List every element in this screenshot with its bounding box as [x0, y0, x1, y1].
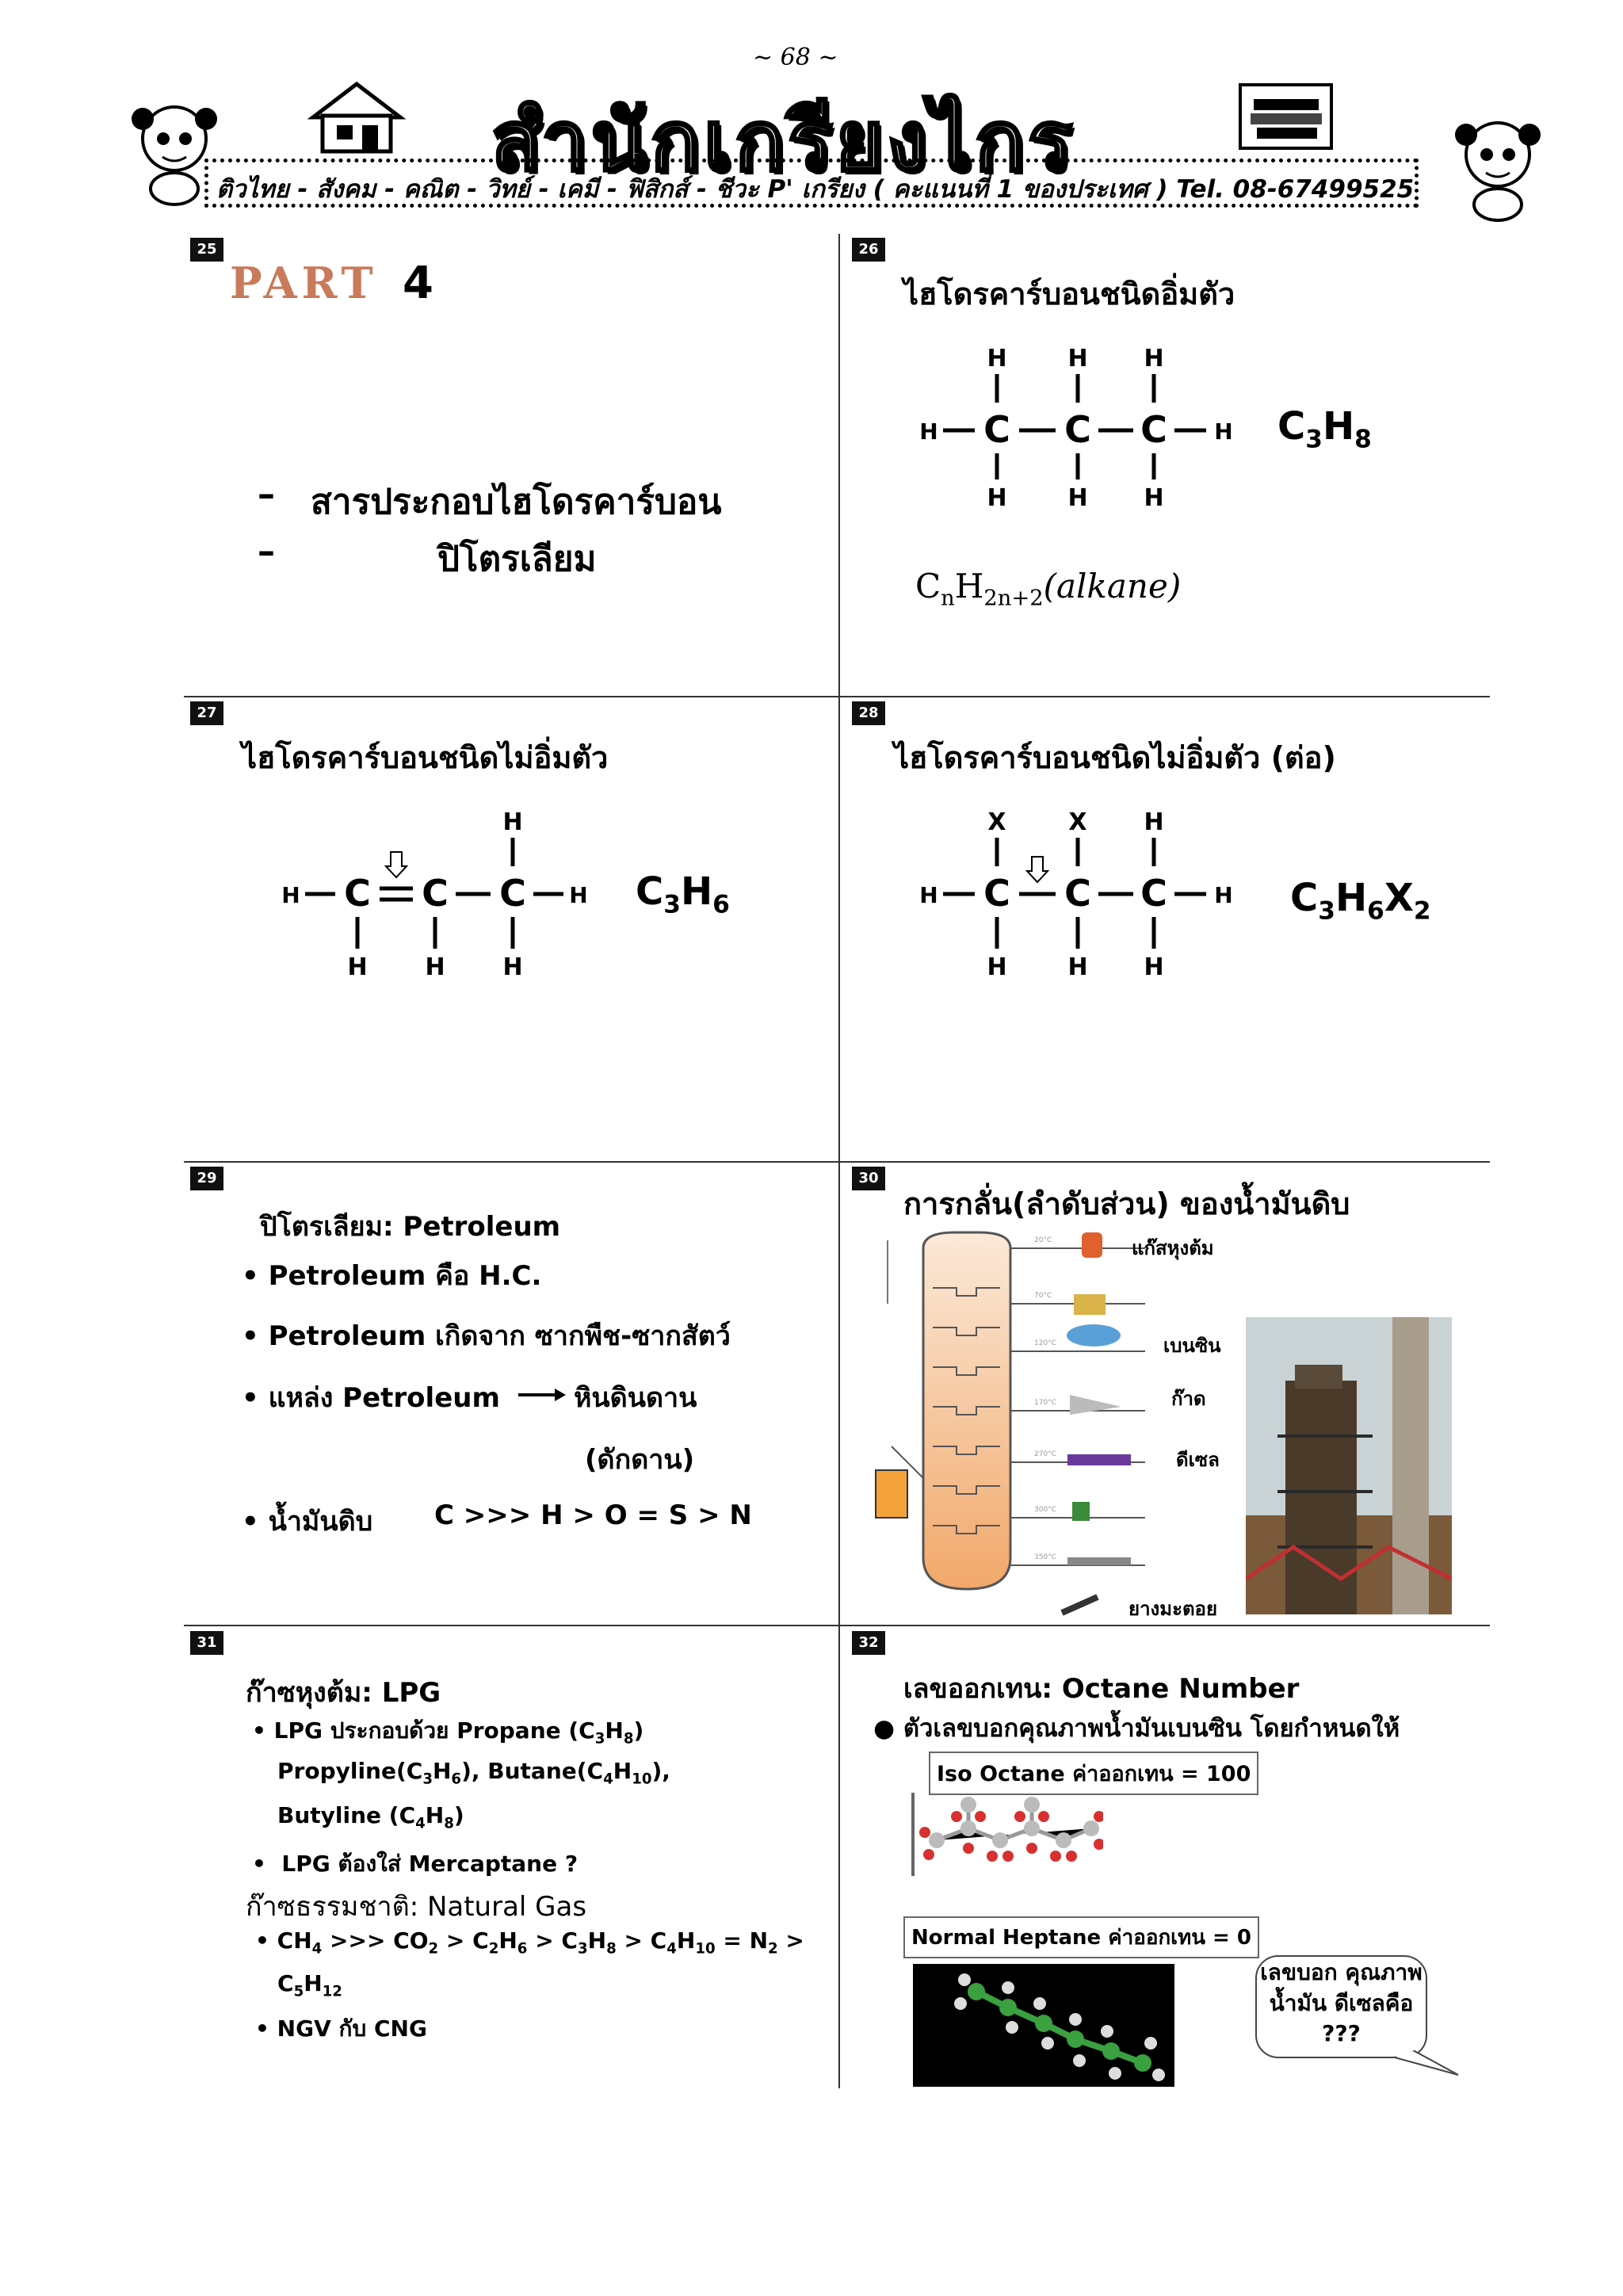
svg-text:20°C: 20°C [1034, 1236, 1052, 1244]
shale-text: หินดินดาน [574, 1382, 697, 1414]
grid-divider-row1 [184, 696, 1490, 697]
item-hydrocarbon: สารประกอบไฮโดรคาร์บอน [311, 482, 722, 522]
natural-gas-title: ก๊าซธรรมชาติ: Natural Gas [246, 1891, 587, 1923]
bullet-petroleum-source: • แหล่ง Petroleum [242, 1382, 500, 1414]
svg-text:H: H [347, 953, 368, 979]
label-lpg: แก๊สหุงต้ม [1132, 1237, 1214, 1259]
page-number: ~ 68 ~ [753, 44, 838, 71]
lpg-composition-line3: Butyline $(C_4H_8)$ [277, 1802, 464, 1832]
propene-formula: $C_3H_6$ [636, 869, 730, 919]
dash-2: – [258, 531, 275, 571]
slide-number-28: 28 [852, 701, 885, 725]
svg-text:H: H [987, 484, 1007, 507]
slide28-title: ไฮโดรคาร์บอนชนิดไม่อิ่มตัว (ต่อ) [894, 740, 1336, 775]
slide26-title: ไฮโดรคาร์บอนชนิดอิ่มตัว [903, 277, 1235, 311]
dihalopropane-structure [919, 812, 1252, 979]
lpg-composition-line1: • LPG ประกอบด้วย Propane $(C_3H_8)$ [252, 1717, 644, 1748]
svg-text:H: H [1214, 882, 1233, 908]
label-kerosene: ก๊าด [1171, 1388, 1206, 1410]
svg-text:H: H [1144, 349, 1164, 372]
slide-number-26: 26 [852, 238, 885, 262]
svg-text:C: C [422, 872, 449, 915]
svg-text:H: H [919, 882, 938, 908]
natural-gas-composition-line1: • $CH_4$ >>> $CO_2 > C_2H_6 > C_3H_8 > C_4H_{10} = N_2$ > [255, 1927, 804, 1958]
label-asphalt: ยางมะตอย [1128, 1598, 1218, 1620]
svg-text:H: H [502, 953, 523, 979]
svg-text:X: X [1068, 812, 1087, 836]
svg-text:C: C [1140, 872, 1167, 915]
slide-number-30: 30 [852, 1167, 885, 1190]
slide32-title: เลขออกเทน: Octane Number [903, 1673, 1300, 1705]
slide-number-27: 27 [190, 701, 223, 725]
iso-octane-box: Iso Octane ค่าออกเทน = 100 [929, 1752, 1258, 1795]
octane-bullet: ● ตัวเลขบอกคุณภาพน้ำมันเบนซิน โดยกำหนดให้ [873, 1714, 1400, 1743]
svg-text:H: H [281, 882, 300, 908]
svg-text:H: H [987, 953, 1007, 979]
slide29-title: ปิโตรเลียม: Petroleum [260, 1211, 561, 1243]
natural-gas-composition-line2: $C_5H_{12}$ [277, 1970, 342, 2000]
svg-text:350°C: 350°C [1034, 1553, 1056, 1561]
slide-number-32: 32 [852, 1631, 885, 1655]
svg-text:170°C: 170°C [1034, 1399, 1056, 1407]
bullet-petroleum-origin: • Petroleum เกิดจาก ซากพืช-ซากสัตว์ [242, 1320, 731, 1352]
svg-text:C: C [1140, 408, 1167, 451]
svg-text:H: H [1144, 812, 1164, 836]
lpg-composition-line2: $Propyline(C_3H_6)$, $Butane(C_4H_{10})$, [277, 1758, 670, 1788]
svg-text:C: C [983, 408, 1010, 451]
svg-text:70°C: 70°C [1034, 1292, 1052, 1300]
cartoon-mascot-right [1442, 111, 1553, 222]
svg-text:H: H [1067, 349, 1088, 372]
svg-text:C: C [1064, 872, 1091, 915]
svg-text:H: H [919, 418, 938, 445]
svg-text:270°C: 270°C [1034, 1450, 1056, 1458]
propene-structure [273, 812, 606, 979]
svg-text:C: C [983, 872, 1010, 915]
grid-divider-row2 [184, 1161, 1490, 1163]
svg-text:H: H [1214, 418, 1233, 445]
bullet-petroleum-hc: • Petroleum คือ H.C. [242, 1260, 542, 1292]
svg-text:C: C [344, 872, 371, 915]
normal-heptane-molecule [913, 1964, 1174, 2087]
arrow-down-icon [1027, 857, 1048, 882]
iso-octane-molecule [905, 1793, 1103, 1880]
part-number: 4 [403, 258, 433, 309]
svg-text:H: H [1144, 953, 1164, 979]
dihalopropane-formula: $C_3H_6X_2$ [1290, 876, 1431, 926]
label-diesel: ดีเซล [1176, 1449, 1220, 1471]
shale-note: (ดักดาน) [585, 1444, 695, 1476]
dash-1: – [258, 474, 275, 514]
distillation-column-diagram [860, 1224, 1248, 1617]
crude-composition: C >>> H > O = S > N [434, 1499, 752, 1531]
svg-text:H: H [1144, 484, 1164, 507]
bullet-crude-oil: • น้ำมันดิบ [242, 1506, 373, 1538]
lpg-mercaptane: • LPG ต้องใส่ Mercaptane ? [252, 1851, 579, 1877]
slide31-title: ก๊าซหุงต้ม: LPG [246, 1677, 441, 1709]
propane-formula: $C_3H_8$ [1277, 404, 1372, 454]
brand-title: สำนักเกรียงไกร [491, 93, 1076, 189]
normal-heptane-box: Normal Heptane ค่าออกเทน = 0 [903, 1916, 1259, 1958]
svg-text:C: C [1064, 408, 1091, 451]
slide30-title: การกลั่น(ลำดับส่วน) ของน้ำมันดิบ [903, 1186, 1350, 1221]
svg-text:H: H [1067, 953, 1088, 979]
alkane-general-formula: $C_nH_{2n+2}(alkane)$ [915, 567, 1182, 611]
svg-text:300°C: 300°C [1034, 1506, 1056, 1514]
label-gasoline: เบนซิน [1163, 1335, 1221, 1357]
item-petroleum: ปิโตรเลียม [437, 539, 597, 579]
arrow-right-icon [517, 1385, 567, 1404]
svg-text:120°C: 120°C [1034, 1339, 1056, 1347]
house-icon [305, 79, 408, 155]
subtitle-text: ติวไทย - สังคม - คณิต - วิทย์ - เคมี - ฟิสิกส์ - ชีวะ P' เกรียง ( คะแนนที่ 1 ของประเทศ ) Tel. 08-67499525 [216, 175, 1415, 204]
svg-text:C: C [499, 872, 526, 915]
slide-number-29: 29 [190, 1167, 223, 1190]
propane-structure [919, 349, 1252, 507]
slide-number-25: 25 [190, 238, 223, 262]
ngv-cng: • NGV กับ CNG [255, 2015, 427, 2042]
svg-text:H: H [425, 953, 445, 979]
refinery-photo [1246, 1317, 1452, 1614]
diesel-question-text: เลขบอก คุณภาพน้ำมัน ดีเซลคือ ??? [1260, 1959, 1423, 2047]
slide-number-31: 31 [190, 1631, 223, 1655]
arrow-down-icon [386, 852, 407, 877]
svg-text:H: H [569, 882, 588, 908]
svg-text:H: H [987, 349, 1007, 372]
slide27-title: ไฮโดรคาร์บอนชนิดไม่อิ่มตัว [242, 740, 609, 775]
subtitle-banner [204, 159, 1419, 208]
svg-text:H: H [502, 812, 523, 836]
books-icon [1236, 75, 1339, 155]
grid-divider-row3 [184, 1625, 1490, 1626]
svg-text:X: X [987, 812, 1006, 836]
part-label: PART [230, 258, 378, 308]
svg-text:H: H [1067, 484, 1088, 507]
